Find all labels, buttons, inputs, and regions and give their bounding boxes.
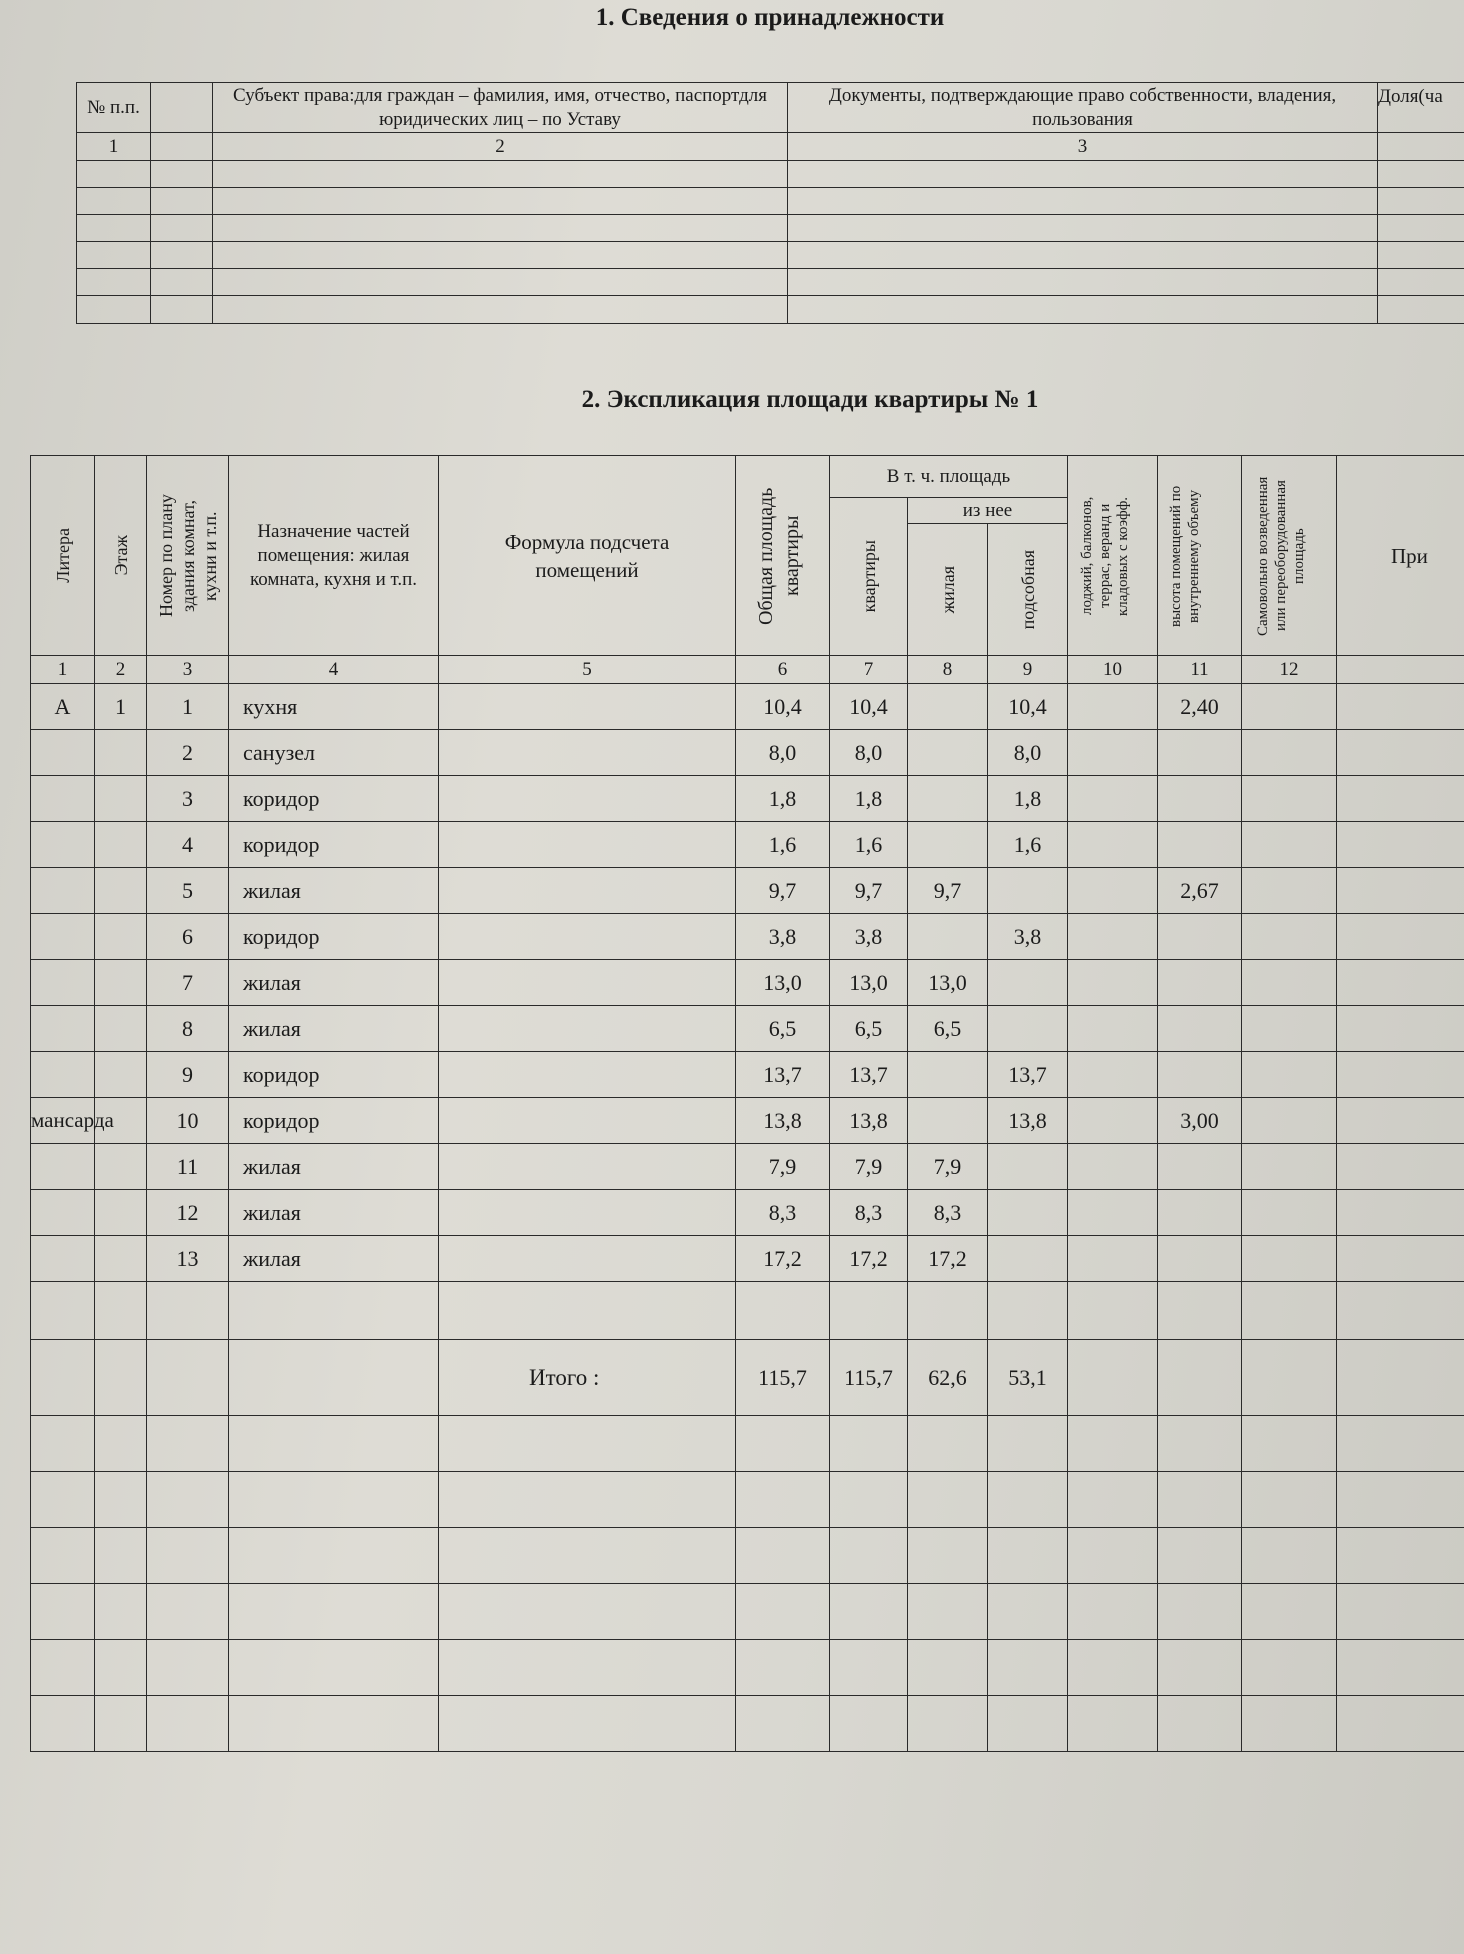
row-room-purpose: коридор [229,1098,439,1144]
row-room-number: 9 [147,1052,229,1098]
row-notes [1337,1190,1464,1236]
row-room-number: 1 [147,684,229,730]
row-total-area: 1,6 [736,822,830,868]
row-loggia-area [1068,822,1158,868]
row-unauthorized-area [1242,822,1337,868]
row-loggia-area [1068,1190,1158,1236]
auxiliary-area-header: подсобная [988,524,1068,656]
row-living-area: 6,5 [908,1006,988,1052]
row-auxiliary-area [988,1190,1068,1236]
litera-header: Литера [31,456,95,656]
row-loggia-area [1068,776,1158,822]
row-notes [1337,1052,1464,1098]
apartment-area-header: квартиры [830,498,908,656]
row-unauthorized-area [1242,868,1337,914]
row-apartment-area: 10,4 [830,684,908,730]
row-apartment-area: 1,6 [830,822,908,868]
col-number: 5 [439,656,736,684]
row-litera [31,822,95,868]
totals-total-area: 115,7 [736,1340,830,1416]
row-unauthorized-area [1242,1052,1337,1098]
row-auxiliary-area: 3,8 [988,914,1068,960]
row-apartment-area: 3,8 [830,914,908,960]
row-room-purpose: коридор [229,914,439,960]
table-row [31,868,1464,914]
row-room-number: 10 [147,1098,229,1144]
row-total-area: 8,3 [736,1190,830,1236]
table-row [31,776,1464,822]
row-room-number: 3 [147,776,229,822]
row-height [1158,1190,1242,1236]
row-living-area [908,730,988,776]
row-litera [31,730,95,776]
row-living-area: 8,3 [908,1190,988,1236]
row-litera [31,868,95,914]
row-room-number: 8 [147,1006,229,1052]
room-number-header: Номер по плану здания комнат, кухни и т.п. [147,456,229,656]
row-notes [1337,822,1464,868]
row-loggia-area [1068,1098,1158,1144]
row-room-purpose: санузел [229,730,439,776]
row-litera [31,914,95,960]
row-unauthorized-area [1242,1190,1337,1236]
row-total-area: 3,8 [736,914,830,960]
totals-row [31,1340,1464,1416]
row-total-area: 10,4 [736,684,830,730]
row-litera [31,1006,95,1052]
explication-table [30,455,1464,1752]
row-apartment-area: 13,8 [830,1098,908,1144]
row-floor: 1 [95,684,147,730]
table-row [31,1144,1464,1190]
col-number: 4 [229,656,439,684]
table-row [31,1190,1464,1236]
row-room-purpose: кухня [229,684,439,730]
row-notes [1337,730,1464,776]
row-auxiliary-area [988,868,1068,914]
row-living-area [908,1052,988,1098]
col-number: 2 [95,656,147,684]
row-loggia-area [1068,1006,1158,1052]
loggia-header: лоджий, балконов, террас, веранд и кладовых с коэфф. [1068,456,1158,656]
row-living-area: 13,0 [908,960,988,1006]
table-row [31,1006,1464,1052]
row-room-purpose: коридор [229,1052,439,1098]
row-formula [439,914,736,960]
col-number: 1 [31,656,95,684]
etazh-header: Этаж [95,456,147,656]
row-living-area [908,1098,988,1144]
row-total-area: 7,9 [736,1144,830,1190]
row-apartment-area: 8,0 [830,730,908,776]
totals-label: Итого : [439,1340,736,1416]
row-litera [31,1052,95,1098]
ownership-documents-header: Документы, подтверждающие право собственности, владения, пользования [788,83,1378,133]
row-formula [439,730,736,776]
row-total-area: 1,8 [736,776,830,822]
row-floor [95,776,147,822]
section2-title: 2. Экспликация площади квартиры № 1 [581,386,1039,413]
table-row [31,730,1464,776]
row-unauthorized-area [1242,1006,1337,1052]
table-row [31,914,1464,960]
row-unauthorized-area [1242,684,1337,730]
row-formula [439,822,736,868]
col-number: 12 [1242,656,1337,684]
table-row [31,822,1464,868]
row-room-number: 4 [147,822,229,868]
row-floor [95,822,147,868]
row-height: 2,40 [1158,684,1242,730]
row-loggia-area [1068,1144,1158,1190]
row-loggia-area [1068,1052,1158,1098]
row-notes [1337,1098,1464,1144]
row-notes [1337,1236,1464,1282]
row-apartment-area: 17,2 [830,1236,908,1282]
row-auxiliary-area [988,1006,1068,1052]
ownership-col-number: 3 [788,133,1378,161]
row-total-area: 13,8 [736,1098,830,1144]
row-room-number: 2 [147,730,229,776]
row-height [1158,1236,1242,1282]
row-notes [1337,1144,1464,1190]
row-floor [95,960,147,1006]
row-total-area: 13,0 [736,960,830,1006]
row-formula [439,1236,736,1282]
row-auxiliary-area: 1,6 [988,822,1068,868]
row-unauthorized-area [1242,1236,1337,1282]
row-apartment-area: 7,9 [830,1144,908,1190]
table-row [31,1098,1464,1144]
row-litera [31,960,95,1006]
col-number: 6 [736,656,830,684]
row-loggia-area [1068,914,1158,960]
row-loggia-area [1068,684,1158,730]
col-number: 9 [988,656,1068,684]
row-notes [1337,684,1464,730]
row-living-area: 17,2 [908,1236,988,1282]
row-loggia-area [1068,730,1158,776]
row-room-number: 7 [147,960,229,1006]
row-litera: А [31,684,95,730]
row-auxiliary-area [988,1236,1068,1282]
row-loggia-area [1068,868,1158,914]
notes-header: При [1337,456,1464,656]
row-unauthorized-area [1242,914,1337,960]
row-room-purpose: жилая [229,960,439,1006]
row-unauthorized-area [1242,1144,1337,1190]
row-formula [439,1006,736,1052]
row-room-number: 11 [147,1144,229,1190]
row-litera: мансарда [31,1098,95,1144]
row-litera [31,1144,95,1190]
row-height [1158,776,1242,822]
row-height [1158,822,1242,868]
row-formula [439,1144,736,1190]
row-notes [1337,776,1464,822]
row-room-purpose: жилая [229,1190,439,1236]
table-row [31,684,1464,730]
row-total-area: 6,5 [736,1006,830,1052]
row-formula [439,1190,736,1236]
ownership-subject-header: Субъект права:для граждан – фамилия, имя, отчество, паспортдля юридических лиц – по Уставу [213,83,788,133]
row-living-area: 9,7 [908,868,988,914]
row-apartment-area: 9,7 [830,868,908,914]
row-formula [439,776,736,822]
row-floor [95,1190,147,1236]
row-room-number: 13 [147,1236,229,1282]
row-apartment-area: 13,7 [830,1052,908,1098]
row-notes [1337,868,1464,914]
table-row [31,1236,1464,1282]
row-unauthorized-area [1242,730,1337,776]
total-area-header: Общая площадь квартиры [736,456,830,656]
table-row [31,1052,1464,1098]
row-room-number: 12 [147,1190,229,1236]
purpose-header: Назначение частей помещения: жилая комната, кухня и т.п. [229,456,439,656]
row-auxiliary-area: 10,4 [988,684,1068,730]
totals-apartment-area: 115,7 [830,1340,908,1416]
row-formula [439,868,736,914]
row-room-purpose: жилая [229,1144,439,1190]
row-room-purpose: коридор [229,822,439,868]
row-auxiliary-area [988,960,1068,1006]
row-apartment-area: 6,5 [830,1006,908,1052]
row-loggia-area [1068,1236,1158,1282]
row-notes [1337,960,1464,1006]
totals-living-area: 62,6 [908,1340,988,1416]
explication-rows [31,684,1464,1282]
row-room-purpose: жилая [229,1236,439,1282]
row-floor [95,730,147,776]
row-auxiliary-area: 13,8 [988,1098,1068,1144]
row-total-area: 13,7 [736,1052,830,1098]
row-height: 3,00 [1158,1098,1242,1144]
section1-title: 1. Сведения о принадлежности [595,4,945,31]
row-height [1158,1052,1242,1098]
totals-auxiliary-area: 53,1 [988,1340,1068,1416]
row-room-number: 5 [147,868,229,914]
row-formula [439,684,736,730]
row-floor [95,914,147,960]
row-loggia-area [1068,960,1158,1006]
table-row [31,960,1464,1006]
row-auxiliary-area: 1,8 [988,776,1068,822]
row-height [1158,914,1242,960]
col-number: 7 [830,656,908,684]
col-number: 3 [147,656,229,684]
row-living-area [908,776,988,822]
row-living-area: 7,9 [908,1144,988,1190]
row-height [1158,1144,1242,1190]
height-header: высота помещений по внутреннему объему [1158,456,1242,656]
row-unauthorized-area [1242,1098,1337,1144]
col-number: 8 [908,656,988,684]
row-litera [31,1236,95,1282]
col-number: 11 [1158,656,1242,684]
row-auxiliary-area [988,1144,1068,1190]
row-litera [31,776,95,822]
row-formula [439,1098,736,1144]
unauthorized-area-header: Самовольно возведенная или переоборудованная площадь [1242,456,1337,656]
row-room-purpose: жилая [229,868,439,914]
row-floor [95,1236,147,1282]
of-which-header: из нее [908,498,1068,524]
including-area-header: В т. ч. площадь [830,456,1068,498]
row-apartment-area: 13,0 [830,960,908,1006]
row-total-area: 17,2 [736,1236,830,1282]
row-floor [95,1052,147,1098]
row-height [1158,1006,1242,1052]
row-floor [95,868,147,914]
row-notes [1337,914,1464,960]
formula-header: Формула подсчета помещений [439,456,736,656]
row-height [1158,730,1242,776]
row-height: 2,67 [1158,868,1242,914]
ownership-num-header: № п.п. [77,83,151,133]
row-apartment-area: 8,3 [830,1190,908,1236]
row-formula [439,1052,736,1098]
row-living-area [908,914,988,960]
row-total-area: 8,0 [736,730,830,776]
living-area-header: жилая [908,524,988,656]
row-living-area [908,684,988,730]
row-room-number: 6 [147,914,229,960]
row-room-purpose: жилая [229,1006,439,1052]
row-floor [95,1144,147,1190]
ownership-table [76,82,1464,324]
row-height [1158,960,1242,1006]
col-number: 10 [1068,656,1158,684]
row-auxiliary-area: 13,7 [988,1052,1068,1098]
row-room-purpose: коридор [229,776,439,822]
ownership-share-header: Доля(ча [1378,83,1464,133]
row-total-area: 9,7 [736,868,830,914]
row-notes [1337,1006,1464,1052]
row-formula [439,960,736,1006]
row-unauthorized-area [1242,776,1337,822]
row-litera [31,1190,95,1236]
row-floor [95,1006,147,1052]
row-apartment-area: 1,8 [830,776,908,822]
row-unauthorized-area [1242,960,1337,1006]
ownership-col-number: 2 [213,133,788,161]
row-living-area [908,822,988,868]
ownership-col-number: 1 [77,133,151,161]
row-auxiliary-area: 8,0 [988,730,1068,776]
